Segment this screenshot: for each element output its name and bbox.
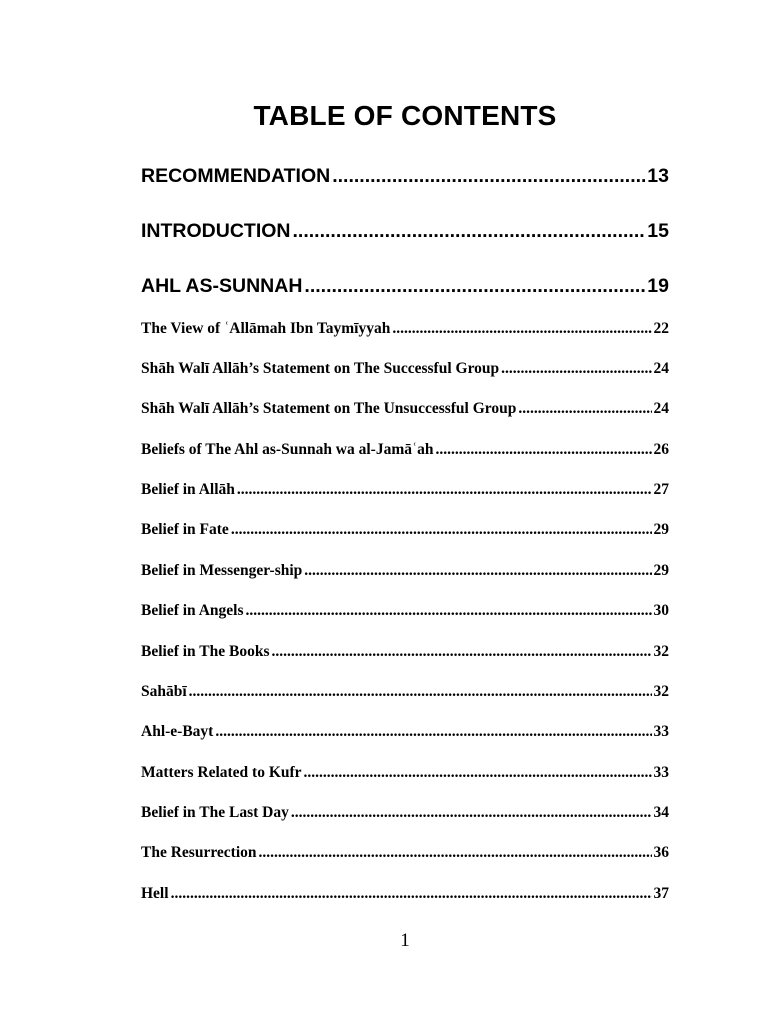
toc-entry-page: 22	[653, 320, 669, 337]
toc-entry	[141, 804, 669, 822]
toc-entry	[141, 885, 669, 903]
toc-entry	[141, 400, 669, 418]
dot-leader	[237, 481, 652, 499]
dot-leader	[215, 723, 651, 741]
toc-entry-page: 29	[653, 562, 669, 579]
toc-entry-label: Beliefs of The Ahl as-Sunnah wa al-Jamāʿah	[141, 441, 434, 458]
toc-entry-label: The Resurrection	[141, 844, 257, 861]
toc-entry	[141, 275, 669, 298]
toc-entry-label: Belief in Fate	[141, 521, 229, 538]
toc-entry	[141, 602, 669, 620]
toc-entry	[141, 360, 669, 378]
toc-entry-page: 32	[653, 643, 669, 660]
toc-entry-page: 24	[653, 400, 669, 417]
toc-entry-label: Belief in The Books	[141, 643, 270, 660]
toc-entry	[141, 844, 669, 862]
dot-leader	[245, 602, 651, 620]
toc-entry-label: Sahābī	[141, 683, 187, 700]
dot-leader	[271, 643, 651, 661]
toc-entry-label: Shāh Walī Allāh’s Statement on The Successful Group	[141, 360, 500, 377]
dot-leader	[293, 220, 646, 243]
toc-entry-label: Matters Related to Kufr	[141, 764, 302, 781]
toc-entry	[141, 683, 669, 701]
dot-leader	[501, 360, 651, 378]
toc-entry	[141, 562, 669, 580]
dot-leader	[304, 562, 651, 580]
toc-entry-label: RECOMMENDATION	[141, 165, 331, 187]
toc-entry-page: 30	[653, 602, 669, 619]
toc-entry	[141, 220, 669, 243]
toc-entry-page: 19	[647, 275, 669, 297]
dot-leader	[189, 683, 652, 701]
dot-leader	[332, 165, 645, 188]
toc-entry-page: 26	[653, 441, 669, 458]
dot-leader	[171, 885, 652, 903]
toc-entry-page: 33	[653, 723, 669, 740]
dot-leader	[231, 521, 652, 539]
toc-entry-page: 37	[653, 885, 669, 902]
toc-entry	[141, 481, 669, 499]
page-title: TABLE OF CONTENTS	[253, 100, 557, 131]
toc-entry-page: 36	[653, 844, 669, 861]
dot-leader	[259, 844, 652, 862]
toc-entry-label: INTRODUCTION	[141, 220, 291, 242]
toc-entry-label: Belief in Messenger-ship	[141, 562, 303, 579]
dot-leader	[291, 804, 652, 822]
toc-entry-page: 27	[653, 481, 669, 498]
dot-leader	[304, 275, 645, 298]
toc-entry	[141, 441, 669, 459]
toc-entry-label: Belief in The Last Day	[141, 804, 289, 821]
toc-entry-page: 34	[653, 804, 669, 821]
toc-entry	[141, 723, 669, 741]
toc-entry-label: Shāh Walī Allāh’s Statement on The Unsuccessful Group	[141, 400, 517, 417]
toc-entry	[141, 764, 669, 782]
toc-entry-label: Belief in Allāh	[141, 481, 235, 498]
toc-entry-page: 33	[653, 764, 669, 781]
toc-entry-page: 29	[653, 521, 669, 538]
dot-leader	[518, 400, 651, 418]
toc-entry-label: Hell	[141, 885, 169, 902]
toc-entry-page: 24	[653, 360, 669, 377]
toc-entry-label: Ahl-e-Bayt	[141, 723, 214, 740]
dot-leader	[392, 320, 651, 338]
toc-entry	[141, 165, 669, 188]
toc-entry-page: 15	[647, 220, 669, 242]
dot-leader	[436, 441, 652, 459]
toc-entry-label: Belief in Angels	[141, 602, 244, 619]
toc-entry	[141, 521, 669, 539]
toc-entry-label: The View of ʿAllāmah Ibn Taymīyyah	[141, 320, 391, 337]
toc-entry-page: 32	[653, 683, 669, 700]
toc-entry	[141, 643, 669, 661]
page-number: 1	[400, 930, 410, 951]
toc-entry-label: AHL AS-SUNNAH	[141, 275, 303, 297]
dot-leader	[304, 764, 652, 782]
toc-entry-page: 13	[647, 165, 669, 187]
toc-entry	[141, 320, 669, 338]
